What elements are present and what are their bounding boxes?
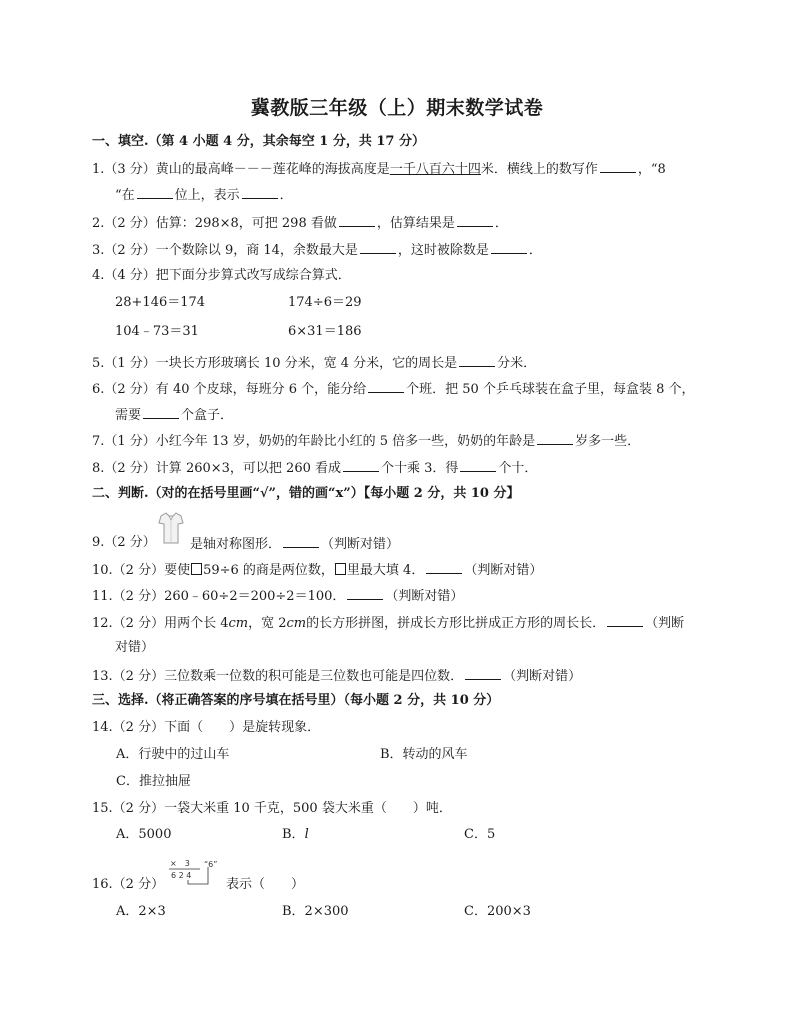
answer-blank[interactable] bbox=[491, 241, 527, 254]
underlined-number: 一千八百六十四 bbox=[389, 162, 481, 177]
option-15-c[interactable]: C．5 bbox=[464, 827, 496, 842]
question-12-line-2: 对错） bbox=[115, 640, 155, 655]
equation-4: 6×31＝186 bbox=[288, 324, 362, 339]
answer-blank[interactable] bbox=[360, 241, 396, 254]
question-16: 16.（2 分） bbox=[92, 877, 165, 892]
question-11: 11.（2 分）260﹣60÷2＝200÷2＝100． （判断对错） bbox=[92, 589, 464, 604]
question-2: 2.（2 分）估算：298×8，可把 298 看做 ，估算结果是 ． bbox=[92, 216, 508, 231]
option-14-c[interactable]: C．推拉抽屉 bbox=[116, 774, 191, 789]
question-9-rest: 是轴对称图形． （判断对错） bbox=[190, 537, 400, 552]
shirt-figure-icon bbox=[158, 510, 184, 546]
vertical-multiplication-figure bbox=[168, 857, 224, 887]
option-15-b[interactable]: B．l bbox=[282, 827, 309, 842]
equation-1: 28+146＝174 bbox=[115, 295, 206, 310]
answer-blank[interactable] bbox=[242, 186, 278, 199]
answer-blank[interactable] bbox=[607, 614, 643, 627]
question-8: 8.（2 分）计算 260×3，可以把 260 看成 个十乘 3．得 个十． bbox=[92, 461, 538, 476]
answer-blank[interactable] bbox=[347, 587, 383, 600]
empty-box bbox=[191, 563, 202, 575]
question-6: 6.（2 分）有 40 个皮球，每班分 6 个，能分给 个班．把 50 个乒乓球装在盒子里，每盒装 8 个， bbox=[92, 382, 695, 397]
question-15: 15.（2 分）一袋大米重 10 千克，500 袋大米重（ ）吨． bbox=[92, 801, 452, 816]
option-16-a[interactable]: A．2×3 bbox=[116, 904, 166, 919]
mult-bottom: 6 2 4 bbox=[171, 871, 192, 880]
equation-3: 104﹣73＝31 bbox=[115, 324, 199, 339]
answer-blank[interactable] bbox=[343, 459, 379, 472]
question-9: 9.（2 分） bbox=[92, 535, 156, 550]
section-3-heading: 三、选择.（将正确答案的序号填在括号里）（每小题 2 分，共 10 分） bbox=[92, 693, 500, 708]
answer-blank[interactable] bbox=[137, 186, 173, 199]
question-6-line-2: 需要 个盒子． bbox=[115, 408, 234, 423]
answer-blank[interactable] bbox=[460, 459, 496, 472]
empty-box bbox=[335, 563, 346, 575]
answer-blank[interactable] bbox=[459, 354, 495, 367]
option-15-a[interactable]: A．5000 bbox=[116, 827, 172, 842]
mult-tag: “6” bbox=[204, 860, 218, 869]
answer-blank[interactable] bbox=[465, 667, 501, 680]
answer-blank[interactable] bbox=[143, 406, 179, 419]
section-1-heading: 一、填空.（第 4 小题 4 分，其余每空 1 分，共 17 分） bbox=[92, 134, 425, 149]
question-13: 13.（2 分）三位数乘一位数的积可能是三位数也可能是四位数． （判断对错） bbox=[92, 669, 582, 684]
question-3: 3.（2 分）一个数除以 9，商 14，余数最大是 ，这时被除数是 ． bbox=[92, 243, 542, 258]
question-7: 7.（1 分）小红今年 13 岁，奶奶的年龄比小红的 5 倍多一些，奶奶的年龄是 岁多一些． bbox=[92, 434, 641, 449]
question-10: 10.（2 分）要使 59÷6 的商是两位数， 里最大填 4． （判断对错） bbox=[92, 563, 543, 578]
question-4: 4.（4 分）把下面分步算式改写成综合算式． bbox=[92, 268, 351, 283]
answer-blank[interactable] bbox=[339, 214, 375, 227]
equation-2: 174÷6＝29 bbox=[288, 295, 362, 310]
option-14-b[interactable]: B．转动的风车 bbox=[380, 747, 468, 762]
question-12: 12.（2 分）用两个长 4cm，宽 2cm的长方形拼图，拼成长方形比拼成正方形的周长长． （判断 bbox=[92, 616, 685, 631]
option-16-c[interactable]: C．200×3 bbox=[464, 904, 531, 919]
question-5: 5.（1 分）一块长方形玻璃长 10 分米，宽 4 分米，它的周长是 分米． bbox=[92, 356, 537, 371]
question-16-rest: 表示（ ） bbox=[226, 877, 305, 892]
page-title: 冀教版三年级（上）期末数学试卷 bbox=[250, 97, 544, 119]
answer-blank[interactable] bbox=[283, 535, 319, 548]
mult-top: × 3 bbox=[170, 859, 190, 868]
answer-blank[interactable] bbox=[600, 160, 636, 173]
question-1-line-2: “在 位上，表示 ． bbox=[115, 188, 293, 203]
section-2-heading: 二、判断.（对的在括号里画“√”，错的画“x”）【每小题 2 分，共 10 分】 bbox=[92, 486, 520, 501]
answer-blank[interactable] bbox=[426, 561, 462, 574]
question-14: 14.（2 分）下面（ ）是旋转现象． bbox=[92, 720, 321, 735]
answer-blank[interactable] bbox=[537, 432, 573, 445]
option-16-b[interactable]: B．2×300 bbox=[282, 904, 349, 919]
answer-blank[interactable] bbox=[368, 380, 404, 393]
option-14-a[interactable]: A．行驶中的过山车 bbox=[116, 747, 230, 762]
answer-blank[interactable] bbox=[457, 214, 493, 227]
question-1: 1.（3 分）黄山的最高峰－－－莲花峰的海拔高度是一千八百六十四米．横线上的数写作 ，“8 bbox=[92, 162, 666, 177]
